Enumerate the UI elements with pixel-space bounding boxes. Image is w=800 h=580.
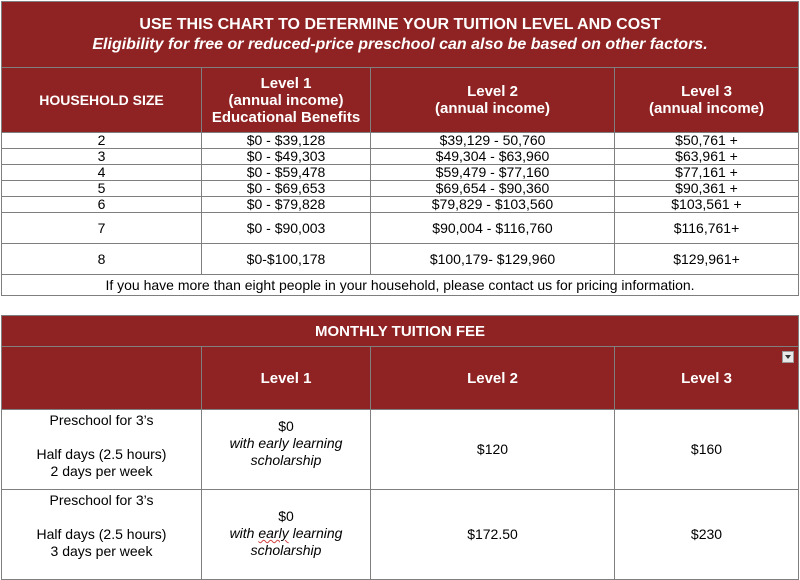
- level1-note-flagged-word: early: [258, 525, 289, 541]
- level1-note: [202, 525, 370, 542]
- tuition-level3-label: Level 3: [681, 369, 732, 387]
- household-size-cell: 2: [2, 133, 202, 149]
- tuition-banner: [2, 316, 799, 347]
- level1-note-pre: with: [229, 525, 259, 541]
- program-schedule: Half days (2.5 hours): [36, 446, 167, 462]
- level3-header-line: Level 3: [681, 83, 732, 100]
- tuition-level2-cell: $120: [371, 410, 615, 490]
- note-row: [2, 275, 799, 296]
- filter-dropdown-icon[interactable]: [782, 351, 794, 363]
- level1-income-cell: $0 - $90,003: [202, 213, 371, 244]
- household-size-header: HOUSEHOLD SIZE: [2, 68, 202, 133]
- level2-header-line: (annual income): [434, 100, 550, 117]
- level3-income-cell: $63,961 +: [615, 149, 799, 165]
- table-row: [2, 133, 799, 149]
- level3-income-cell: $50,761 +: [615, 133, 799, 149]
- level1-note: scholarship: [250, 542, 322, 558]
- table-row: [2, 213, 799, 244]
- tuition-table: [1, 315, 799, 580]
- level1-note: with early learning: [229, 435, 343, 451]
- household-size-cell: 5: [2, 181, 202, 197]
- level2-header-line: Level 2: [467, 83, 518, 100]
- eligibility-header-row: [2, 68, 799, 133]
- table-row: [2, 410, 799, 490]
- level1-income-cell: $0 - $79,828: [202, 197, 371, 213]
- tuition-level1-header: Level 1: [202, 347, 371, 410]
- eligibility-table: [1, 1, 799, 296]
- spacer: [2, 429, 201, 446]
- eligibility-title: USE THIS CHART TO DETERMINE YOUR TUITION LEVEL AND COST: [139, 15, 661, 33]
- level1-income-cell: $0 - $39,128: [202, 133, 371, 149]
- eligibility-subtitle: Eligibility for free or reduced-price preschool can also be based on other factors.: [92, 35, 708, 53]
- program-days: 2 days per week: [50, 463, 153, 479]
- tuition-level3-cell: $160: [615, 410, 799, 490]
- program-days: 3 days per week: [50, 543, 153, 559]
- level1-income-cell: $0-$100,178: [202, 244, 371, 275]
- level1-header-line: Level 1: [260, 74, 312, 92]
- level1-income-cell: $0 - $69,653: [202, 181, 371, 197]
- program-cell: [2, 490, 202, 580]
- table-row: [2, 197, 799, 213]
- tuition-level1-cell: [202, 410, 371, 490]
- tuition-level2-cell: $172.50: [371, 490, 615, 580]
- program-name: Preschool for 3’s: [49, 412, 154, 428]
- level2-income-cell: $100,179- $129,960: [371, 244, 615, 275]
- level3-income-cell: $103,561 +: [615, 197, 799, 213]
- level1-note-post: learning: [288, 525, 343, 541]
- level2-income-cell: $59,479 - $77,160: [371, 165, 615, 181]
- table-row: [2, 490, 799, 580]
- level3-header-line: (annual income): [649, 100, 765, 117]
- level1-amount: $0: [278, 508, 294, 524]
- program-schedule: Half days (2.5 hours): [36, 526, 167, 542]
- level1-income-cell: $0 - $49,303: [202, 149, 371, 165]
- level2-income-header: [371, 68, 615, 133]
- program-header: [2, 347, 202, 410]
- tuition-header-row: [2, 347, 799, 410]
- large-household-note: If you have more than eight people in your household, please contact us for pricing information.: [2, 275, 799, 296]
- level2-income-cell: $49,304 - $63,960: [371, 149, 615, 165]
- tuition-level2-header: Level 2: [371, 347, 615, 410]
- eligibility-banner: [2, 2, 799, 68]
- level2-income-cell: $39,129 - 50,760: [371, 133, 615, 149]
- level1-amount: $0: [278, 418, 294, 434]
- tuition-level3-cell: $230: [615, 490, 799, 580]
- level3-income-cell: $116,761+: [615, 213, 799, 244]
- level1-header-line: (annual income): [228, 91, 344, 109]
- level3-income-cell: $77,161 +: [615, 165, 799, 181]
- level1-header-line: Educational Benefits: [211, 108, 361, 126]
- tuition-level1-cell: [202, 490, 371, 580]
- level2-income-cell: $79,829 - $103,560: [371, 197, 615, 213]
- table-row: [2, 165, 799, 181]
- household-size-cell: 7: [2, 213, 202, 244]
- household-size-cell: 8: [2, 244, 202, 275]
- level3-income-cell: $90,361 +: [615, 181, 799, 197]
- tuition-title: MONTHLY TUITION FEE: [2, 316, 799, 347]
- level1-income-header: [202, 68, 371, 133]
- household-size-cell: 4: [2, 165, 202, 181]
- level1-note: scholarship: [250, 452, 322, 468]
- table-row: [2, 244, 799, 275]
- table-row: [2, 181, 799, 197]
- program-cell: [2, 410, 202, 490]
- level2-income-cell: $90,004 - $116,760: [371, 213, 615, 244]
- table-row: [2, 149, 799, 165]
- household-size-cell: 6: [2, 197, 202, 213]
- level2-income-cell: $69,654 - $90,360: [371, 181, 615, 197]
- tuition-level3-header: [615, 347, 799, 410]
- level1-income-cell: $0 - $59,478: [202, 165, 371, 181]
- eligibility-banner-cell: [2, 2, 799, 68]
- level3-income-cell: $129,961+: [615, 244, 799, 275]
- program-name: Preschool for 3’s: [49, 492, 154, 508]
- spacer: [2, 509, 201, 526]
- level3-income-header: [615, 68, 799, 133]
- household-size-cell: 3: [2, 149, 202, 165]
